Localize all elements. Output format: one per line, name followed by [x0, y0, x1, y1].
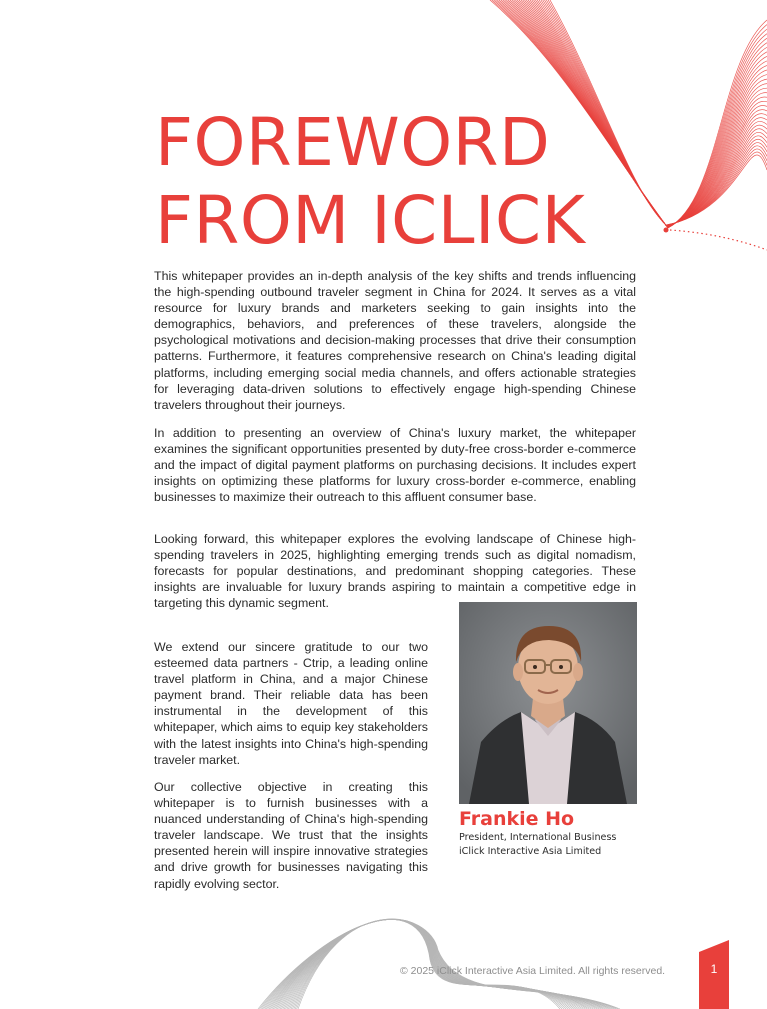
author-role: President, International Business	[459, 832, 617, 843]
footer-copyright: © 2025 iClick Interactive Asia Limited. All rights reserved.	[400, 965, 666, 977]
paragraph-objective: Our collective objective in creating this whitepaper is to furnish businesses with a nuanced understanding of China's high-spending traveler landscape. We trust that the insights presented herein will inspire innovative strategies and drive growth for businesses navigating this rapidly evolving sector.	[154, 780, 428, 891]
paragraph-outlook: Looking forward, this whitepaper explores the evolving landscape of Chinese high-spending travelers in 2025, highlighting emerging trends such as digital nomadism, forecasts for popular destinations, and predominant shopping categories. These insights are invaluable for luxury brands aspiring to maintain a competitive edge in targeting this dynamic segment.	[154, 532, 636, 611]
paragraph-intro: This whitepaper provides an in-depth analysis of the key shifts and trends influencing the high-spending outbound traveler segment in China for 2024. It serves as a vital resource for luxury brands and marketers seeking to gain insights into the demographics, behaviors, and preferences of these travelers, alongside the psychological motivations and decision-making processes that drive their consumption patterns. Furthermore, it features comprehensive research on China's leading digital platforms, including emerging social media channels, and offers actionable strategies for leveraging data-driven solutions to effectively engage high-spending Chinese travelers throughout their journeys.	[154, 269, 636, 412]
page-title	[155, 104, 585, 260]
page-number: 1	[710, 962, 718, 976]
author-name: Frankie Ho	[459, 808, 575, 830]
author-photo	[459, 602, 637, 804]
author-company: iClick Interactive Asia Limited	[459, 846, 602, 857]
paragraph-gratitude: We extend our sincere gratitude to our two esteemed data partners - Ctrip, a leading online travel platform in China, and a major Chinese payment brand. Their reliable data has been instrumental in the development of this whitepaper, which aims to equip key stakeholders with the latest insights into China's high-spending traveler market.	[154, 640, 428, 767]
title-line-2: FROM ICLICK	[155, 182, 586, 259]
paragraph-market: In addition to presenting an overview of China's luxury market, the whitepaper examines the significant opportunities presented by duty-free cross-border e-commerce and the impact of digital payment platforms on purchasing decisions. It includes expert insights on optimizing these platforms for luxury cross-border e-commerce, enabling businesses to maximize their outreach to this affluent consumer base.	[154, 426, 636, 505]
title-line-1: FOREWORD	[155, 104, 551, 181]
decor-line	[297, 919, 618, 1009]
